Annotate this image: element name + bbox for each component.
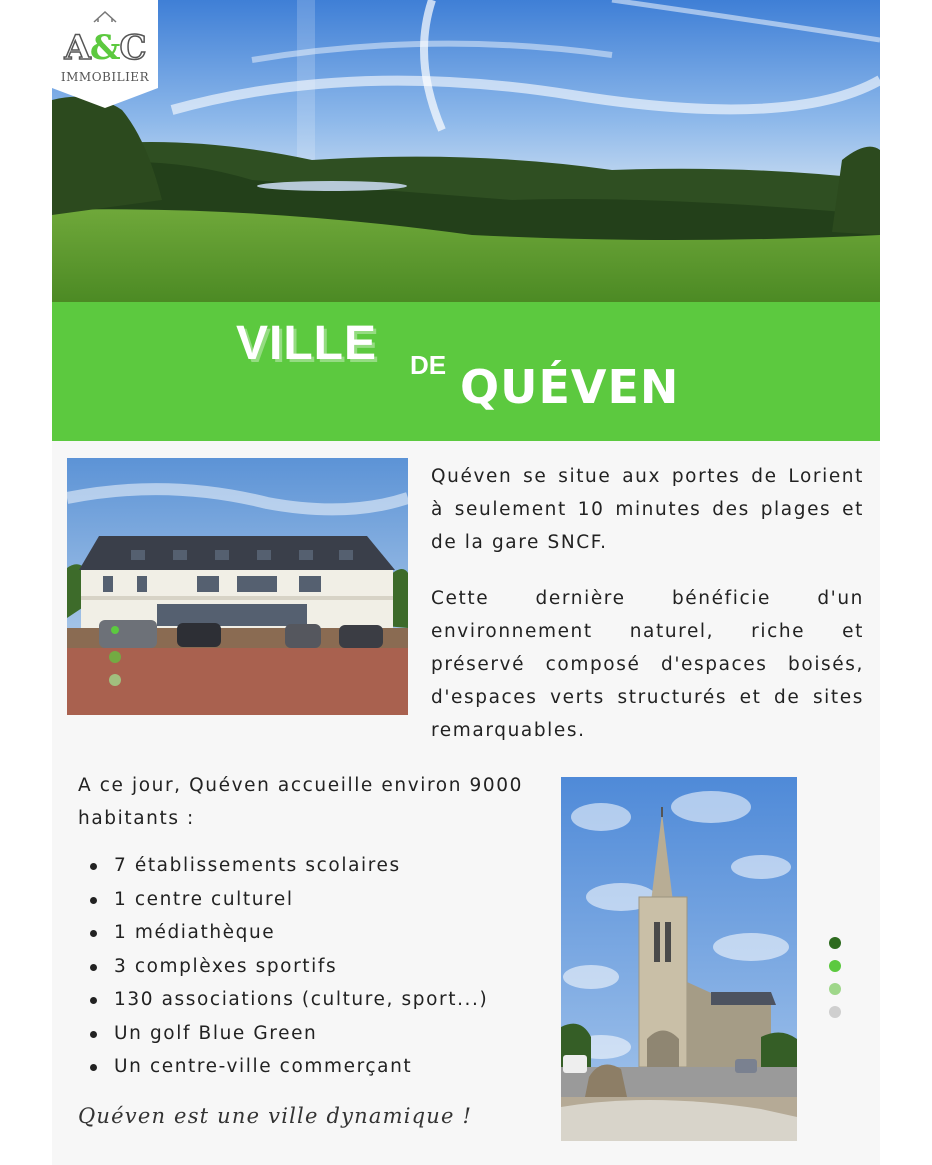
- pager-dot-1[interactable]: [829, 937, 841, 949]
- bullet-icon: [90, 897, 97, 904]
- list-item: 1 médiathèque: [90, 916, 488, 950]
- agency-logo: [52, 0, 158, 108]
- bullet-icon: [90, 1031, 97, 1038]
- list-item: Un centre-ville commerçant: [90, 1050, 488, 1084]
- bullet-icon: [90, 997, 97, 1004]
- bullet-icon: [90, 930, 97, 937]
- paragraph-environment: Cette dernière bénéficie d'un environnement naturel, riche et préservé composé d'espaces boisés, d'espaces verts structurés et de sites remarquables.: [431, 588, 864, 741]
- bullet-icon: [90, 863, 97, 870]
- logo-letters: A&C: [64, 28, 146, 68]
- list-item: 3 complèxes sportifs: [90, 950, 488, 984]
- list-item: 130 associations (culture, sport...): [90, 983, 488, 1017]
- title-queven: QUÉVEN: [460, 360, 680, 414]
- pager-dot-3[interactable]: [829, 983, 841, 995]
- pager-dot-4[interactable]: [829, 1006, 841, 1018]
- hero-landscape-photo: [52, 0, 880, 302]
- bullet-icon: [90, 1064, 97, 1071]
- list-item: Un golf Blue Green: [90, 1017, 488, 1051]
- pager-dot-2[interactable]: [829, 960, 841, 972]
- closing-tagline: Quéven est une ville dynamique !: [78, 1104, 473, 1128]
- carousel-pagination[interactable]: [829, 937, 843, 1029]
- title-de: DE: [410, 350, 447, 380]
- title-banner: [52, 302, 880, 441]
- title-ville: VILLE: [236, 317, 378, 370]
- amenities-list: [90, 849, 488, 1084]
- logo-subtitle: IMMOBILIER: [60, 70, 150, 84]
- list-item: 7 établissements scolaires: [90, 849, 488, 883]
- paragraph-location: Quéven se situe aux portes de Lorient à seulement 10 minutes des plages et de la gare SNCF.: [431, 466, 864, 553]
- bullet-icon: [90, 964, 97, 971]
- town-hall-photo: [67, 458, 408, 715]
- list-item: 1 centre culturel: [90, 883, 488, 917]
- church-photo: [561, 777, 797, 1141]
- population-intro: A ce jour, Quéven accueille environ 9000 habitants :: [78, 775, 523, 829]
